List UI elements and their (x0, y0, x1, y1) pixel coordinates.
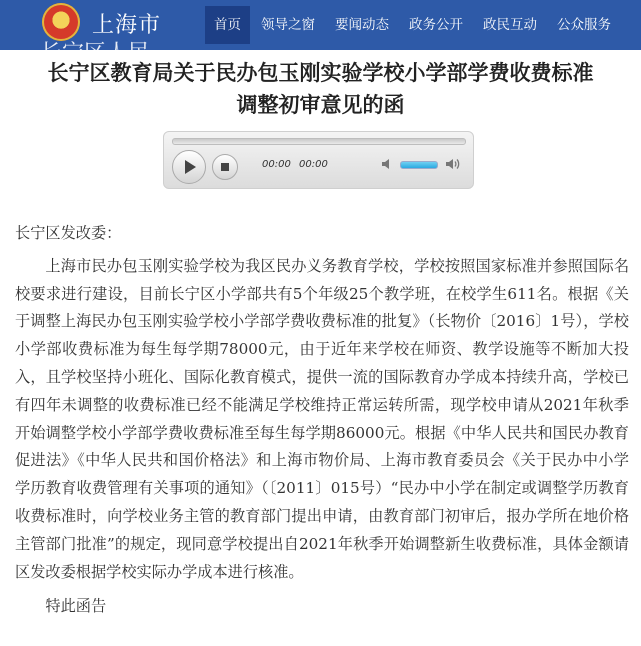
site-name: 上海市 (92, 13, 162, 38)
volume-slider[interactable] (400, 161, 438, 169)
progress-track[interactable] (172, 138, 466, 145)
closing-line: 特此函告 (45, 597, 107, 616)
duration-time: 00:00 (299, 159, 328, 170)
nav-item-home[interactable]: 首页 (205, 6, 250, 44)
volume-max-icon[interactable] (445, 156, 461, 172)
article-title (0, 58, 641, 120)
site-header (0, 0, 641, 66)
nav-item-public-affairs[interactable]: 政务公开 (409, 17, 463, 33)
body-paragraph: 上海市民办包玉刚实验学校为我区民办义务教育学校，学校按照国家标准并参照国际名校要求进行建设，目前长宁区小学部共有5个年级25个教学班，在校学生611名。根据《关于调整上海民办包玉刚实验学校小学部学费收费标准的批复》（长物价〔2016〕1号），学校小学部收费标准为每生每学期78000元，由于近年来学校在师资、教学设施等不断加大投入，且学校坚持小班化、国际化教育模式，提供一流的国际教育办学成本持续升高，学校已有四年未调整的收费标准已经不能满足学校维持正常运转所需，现学校申请从2021年秋季开始调整学校小学部学费收费标准至每生每学期86000元。根据《中华人民共和国民办教育促进法》《中华人民共和国价格法》和上海市物价局、上海市教育委员会《关于民办中小学学历教育收费管理有关事项的通知》（〔2011〕015号）“民办中小学在制定或调整学历教育收费标准时，向学校业务主管的教育部门提出申请，由教育部门初审后，报办学所在地价格主管部门批准”的规定，现同意学校提出自2021年秋季开始调整新生收费标准，具体金额请区发改委根据学校实际办学成本进行核准。 (15, 256, 629, 581)
title-line-2: 调整初审意见的函 (236, 93, 405, 117)
nav-item-leaders[interactable]: 领导之窗 (261, 17, 315, 33)
article-body (15, 220, 629, 621)
site-subtitle: 长宁区人民 (40, 41, 151, 66)
title-line-1: 长宁区教育局关于民办包玉刚实验学校小学部学费收费标准 (47, 61, 594, 85)
play-button[interactable] (172, 150, 206, 184)
nav-item-services[interactable]: 公众服务 (557, 17, 611, 33)
main-nav (205, 6, 622, 44)
audio-player (163, 131, 474, 189)
nav-item-news[interactable]: 要闻动态 (335, 17, 389, 33)
mute-icon[interactable] (380, 156, 396, 172)
nav-item-interaction[interactable]: 政民互动 (483, 17, 537, 33)
greeting: 长宁区发改委： (15, 224, 122, 242)
stop-button[interactable] (212, 154, 238, 180)
current-time: 00:00 (262, 159, 291, 170)
